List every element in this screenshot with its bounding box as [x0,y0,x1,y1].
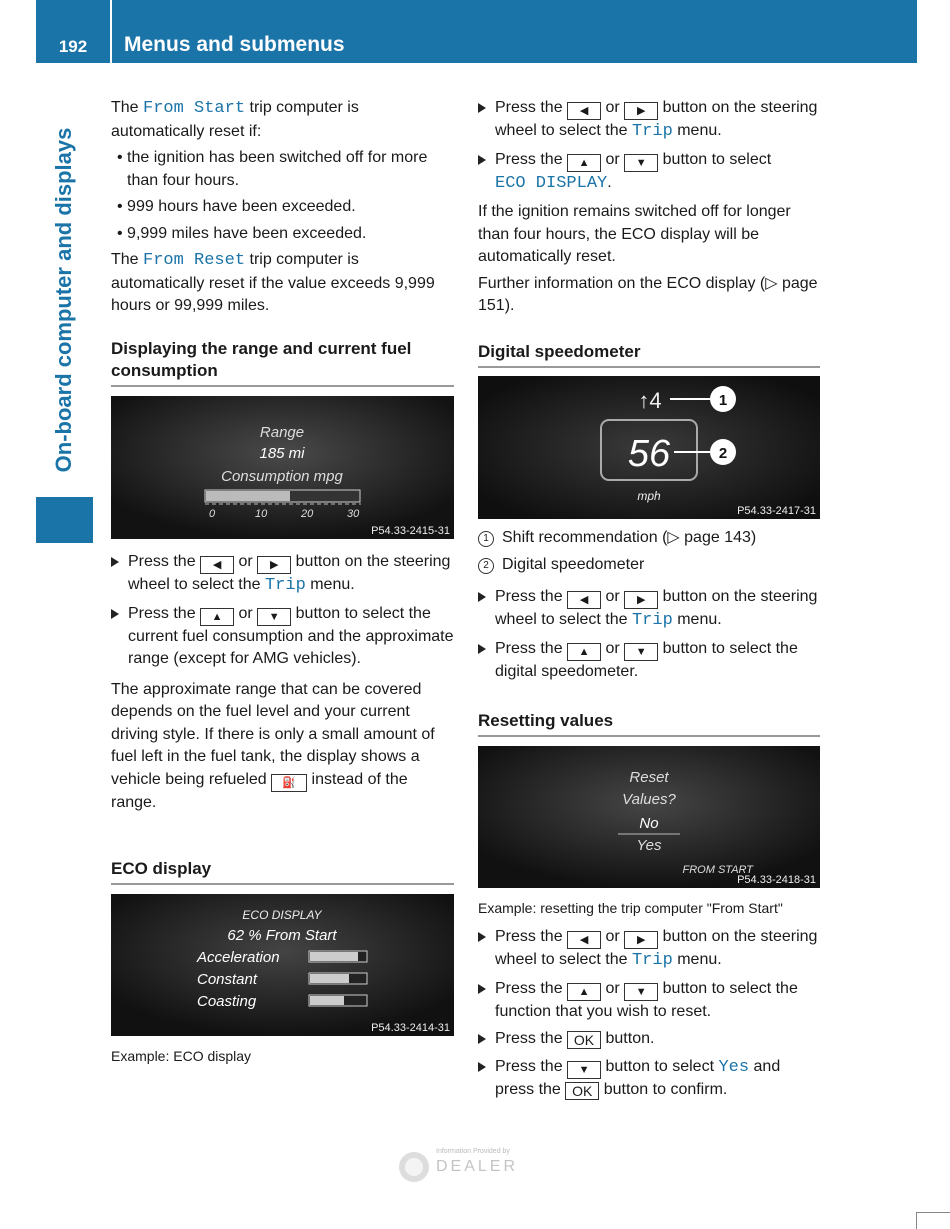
bullet-item: • the ignition has been switched off for more than four hours. [117,149,428,189]
side-chapter-label: On-board computer and displays [51,127,76,473]
from-start-intro: The From Start trip computer is automatically reset if: [111,99,359,140]
instruction-step: Press the ▼ button to select Yes and press the OK button to confirm. [478,1056,823,1102]
right-key-icon: ▶ [624,591,658,609]
reset-display-graphic [478,746,820,888]
instruction-step: Press the ▲ or ▼ button to select ECO DISPLAY. [478,149,823,196]
step-arrow-icon [478,932,486,942]
reset-line2: Values? [622,791,676,808]
watermark-brand: DEALER [436,1158,519,1175]
page-number: 192 [58,37,88,56]
speedometer-image [478,376,820,519]
speed-value: 56 [627,433,671,475]
step-arrow-icon [478,644,486,654]
step-arrow-icon [111,609,119,619]
range-title: Range [259,424,305,441]
instruction-step: Press the ▲ or ▼ button to select the current fuel consumption and the approximate range (except for AMG vehicles). [111,603,456,671]
section-title: Menus and submenus [124,33,345,56]
down-key-icon: ▼ [624,983,658,1001]
eco-display-graphic [111,894,454,1036]
left-column [111,97,454,322]
legend-item: 1 Shift recommendation (▷ page 143) [478,527,823,550]
refuel-icon: ⛽ [271,774,307,792]
reset-heading: Resetting values [478,710,820,737]
bullet-item: • 9,999 miles have been exceeded. [117,224,367,242]
step-arrow-icon [478,103,486,113]
left-key-icon: ◀ [567,931,601,949]
reset-option-no: No [639,815,659,832]
reset-caption: Example: resetting the trip computer "From Start" [478,900,783,916]
eco-row-label: Coasting [197,993,257,1010]
up-key-icon: ▲ [200,608,234,626]
from-reset-intro: The From Reset trip computer is automatically reset if the value exceeds 9,999 hours or 99,999 miles. [111,251,435,314]
eco-heading: ECO display [111,858,454,885]
legend-item: 2 Digital speedometer [478,554,823,577]
speed-unit: mph [637,489,661,503]
eco-row-bar-fill [310,996,344,1005]
ok-key-icon: OK [565,1082,599,1100]
trip-code: Trip [631,951,673,970]
right-key-icon: ▶ [257,556,291,574]
tick-label: 30 [347,508,360,520]
step-arrow-icon [478,1062,486,1072]
down-key-icon: ▼ [567,1061,601,1079]
step-arrow-icon [478,1034,486,1044]
range-heading: Displaying the range and current fuel consumption [111,338,454,387]
legend-number: 1 [478,531,494,547]
page-header [36,0,917,63]
step-arrow-icon [478,984,486,994]
eco-subtitle: 62 % From Start [227,927,337,944]
reset-steps [478,926,823,1107]
callout-2: 2 [718,445,728,462]
reset-display-image [478,746,820,888]
range-steps [111,551,456,818]
from-start-code: From Start [143,99,246,118]
tick-label: 20 [301,508,314,520]
trip-code: Trip [631,122,673,141]
speedometer-graphic [478,376,820,519]
tick-label: 0 [209,508,216,520]
ok-key-icon: OK [567,1031,601,1049]
yes-code: Yes [718,1057,750,1077]
tick-label: 10 [255,508,268,520]
watermark-line1: Information Provided by [436,1148,510,1155]
dealer-watermark [398,1145,546,1185]
legend-number: 2 [478,558,494,574]
trip-code: Trip [264,576,306,595]
image-code: P54.33-2414-31 [371,1022,450,1034]
eco-title: ECO DISPLAY [242,908,322,922]
down-key-icon: ▼ [257,608,291,626]
eco-display-code: ECO DISPLAY [495,173,608,193]
instruction-step: Press the ▲ or ▼ button to select the digital speedometer. [478,638,823,684]
header-divider [110,0,112,63]
consumption-bar-fill [206,491,290,501]
gear-recommendation: ↑4 [638,388,662,413]
image-code: P54.33-2415-31 [371,525,450,537]
reset-option-yes: Yes [636,837,662,854]
right-key-icon: ▶ [624,931,658,949]
consumption-label: Consumption mpg [221,468,343,485]
eco-paragraph: If the ignition remains switched off for longer than four hours, the ECO display will be automatically reset. [478,203,791,265]
step-arrow-icon [478,592,486,602]
up-key-icon: ▲ [567,643,601,661]
instruction-step: Press the ▲ or ▼ button to select the function that you wish to reset. [478,978,823,1024]
trip-code: Trip [631,611,673,630]
up-key-icon: ▲ [567,154,601,172]
range-heading-wrap [111,338,454,387]
eco-row-bar-fill [310,974,349,983]
left-key-icon: ◀ [567,591,601,609]
crop-mark [916,1212,917,1229]
image-code: P54.33-2418-31 [737,874,816,886]
instruction-step: Press the ◀ or ▶ button on the steering wheel to select the Trip menu. [478,97,823,144]
crop-mark [916,1212,950,1213]
up-key-icon: ▲ [567,983,601,1001]
eco-reference: Further information on the ECO display (▷ page 151). [478,274,818,314]
from-reset-code: From Reset [143,251,246,270]
speedo-heading-wrap [478,341,820,368]
reset-heading-wrap [478,710,820,737]
eco-row-label: Acceleration [197,949,280,966]
reset-footer: FROM START [682,864,753,876]
eco-display-image [111,894,454,1036]
left-key-icon: ◀ [200,556,234,574]
image-code: P54.33-2417-31 [737,505,816,517]
right-key-icon: ▶ [624,102,658,120]
range-display-graphic [111,396,454,539]
eco-heading-wrap [111,858,454,885]
eco-row-label: Constant [197,971,258,988]
instruction-step: Press the OK button. [478,1028,823,1051]
speedo-section [478,527,823,688]
instruction-step: Press the ◀ or ▶ button on the steering wheel to select the Trip menu. [478,586,823,633]
dealer-logo-icon [398,1145,546,1185]
speedo-heading: Digital speedometer [478,341,820,368]
step-arrow-icon [478,155,486,165]
down-key-icon: ▼ [624,643,658,661]
range-value: 185 mi [259,445,305,462]
instruction-step: Press the ◀ or ▶ button on the steering wheel to select the Trip menu. [478,926,823,973]
side-tab-marker [36,497,93,543]
range-paragraph: The approximate range that can be covered depends on the fuel level and your current driving style. If there is only a small amount of fuel left in the fuel tank, the display shows a vehicle being refueled ⛽ instead of the range. [111,680,435,811]
eco-caption: Example: ECO display [111,1048,252,1064]
down-key-icon: ▼ [624,154,658,172]
callout-1: 1 [718,392,728,409]
right-column [478,97,823,322]
eco-row-bar-fill [310,952,358,961]
left-key-icon: ◀ [567,102,601,120]
step-arrow-icon [111,557,119,567]
instruction-step: Press the ◀ or ▶ button on the steering wheel to select the Trip menu. [111,551,456,598]
reset-line1: Reset [629,769,669,786]
range-display-image [111,396,454,539]
bullet-item: • 999 hours have been exceeded. [117,198,356,215]
